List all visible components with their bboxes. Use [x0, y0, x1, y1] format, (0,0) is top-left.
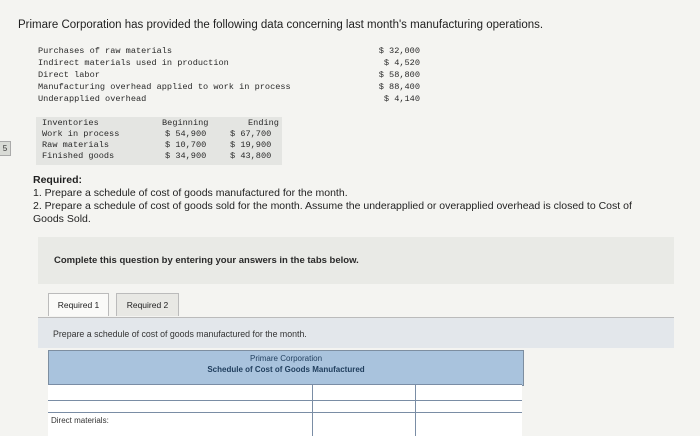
schedule-cell[interactable]: [416, 385, 522, 400]
schedule-title: Schedule of Cost of Goods Manufactured: [207, 365, 365, 374]
schedule-header-row: [48, 384, 522, 401]
required-item-1: 1. Prepare a schedule of cost of goods manufactured for the month.: [33, 187, 348, 199]
direct-materials-label: Direct materials:: [51, 416, 109, 425]
purchases-label-1: Purchases of raw materials: [38, 46, 173, 56]
required-section: [33, 174, 632, 226]
question-number-badge: 5: [0, 141, 11, 156]
schedule-company: Primare Corporation: [249, 354, 323, 363]
complete-instruction: Complete this question by entering your answers in the tabs below.: [54, 255, 359, 266]
required-heading: Required:: [33, 174, 83, 186]
required-item-2-cont: Goods Sold.: [33, 213, 91, 225]
inventory-row-ending: $ 19,900: [230, 140, 272, 150]
beginning-header: Beginning: [162, 118, 209, 128]
ending-header: Ending: [248, 118, 279, 128]
required-item-2: 2. Prepare a schedule of cost of goods sold for the month. Assume the underapplied or overapplied overhead is closed to Cost of: [33, 200, 632, 212]
purchases-value-3: $ 58,800: [378, 70, 420, 80]
purchases-label-5: Underapplied overhead: [38, 94, 147, 104]
inventory-row-name: Finished goods: [42, 151, 115, 161]
inventory-row-beginning: $ 10,700: [165, 140, 207, 150]
schedule-cell[interactable]: [48, 385, 313, 400]
schedule-spacer-row: [48, 400, 522, 413]
purchases-label-4: Manufacturing overhead applied to work in process: [38, 82, 291, 92]
schedule-label-cell[interactable]: [48, 413, 313, 436]
purchases-label-2: Indirect materials used in production: [38, 58, 229, 68]
tab-required-1[interactable]: Required 1: [48, 293, 109, 316]
panel-instruction: Prepare a schedule of cost of goods manufactured for the month.: [53, 329, 307, 339]
inventory-row-beginning: $ 34,900: [165, 151, 207, 161]
schedule-amount-cell[interactable]: [313, 413, 416, 436]
schedule-header: [48, 350, 524, 386]
schedule-row-direct-materials: [48, 413, 522, 436]
schedule-total-cell[interactable]: [416, 413, 522, 436]
inventory-row-ending: $ 43,800: [230, 151, 272, 161]
inventories-header: Inventories: [42, 118, 99, 128]
purchases-value-4: $ 88,400: [378, 82, 420, 92]
inventory-row-beginning: $ 54,900: [165, 129, 207, 139]
purchases-value-5: $ 4,140: [383, 94, 420, 104]
inventory-row-ending: $ 67,700: [230, 129, 272, 139]
purchases-label-3: Direct labor: [38, 70, 100, 80]
purchases-value-2: $ 4,520: [383, 58, 420, 68]
tab-required-2[interactable]: Required 2: [116, 293, 179, 316]
inventory-row-name: Work in process: [42, 129, 120, 139]
inventory-row-name: Raw materials: [42, 140, 110, 150]
intro-text: Primare Corporation has provided the following data concerning last month's manufacturing operations.: [18, 19, 544, 31]
schedule-cell[interactable]: [313, 385, 416, 400]
inventories-table: [36, 117, 282, 165]
schedule-grid: [48, 384, 522, 436]
purchases-value-1: $ 32,000: [378, 46, 420, 56]
